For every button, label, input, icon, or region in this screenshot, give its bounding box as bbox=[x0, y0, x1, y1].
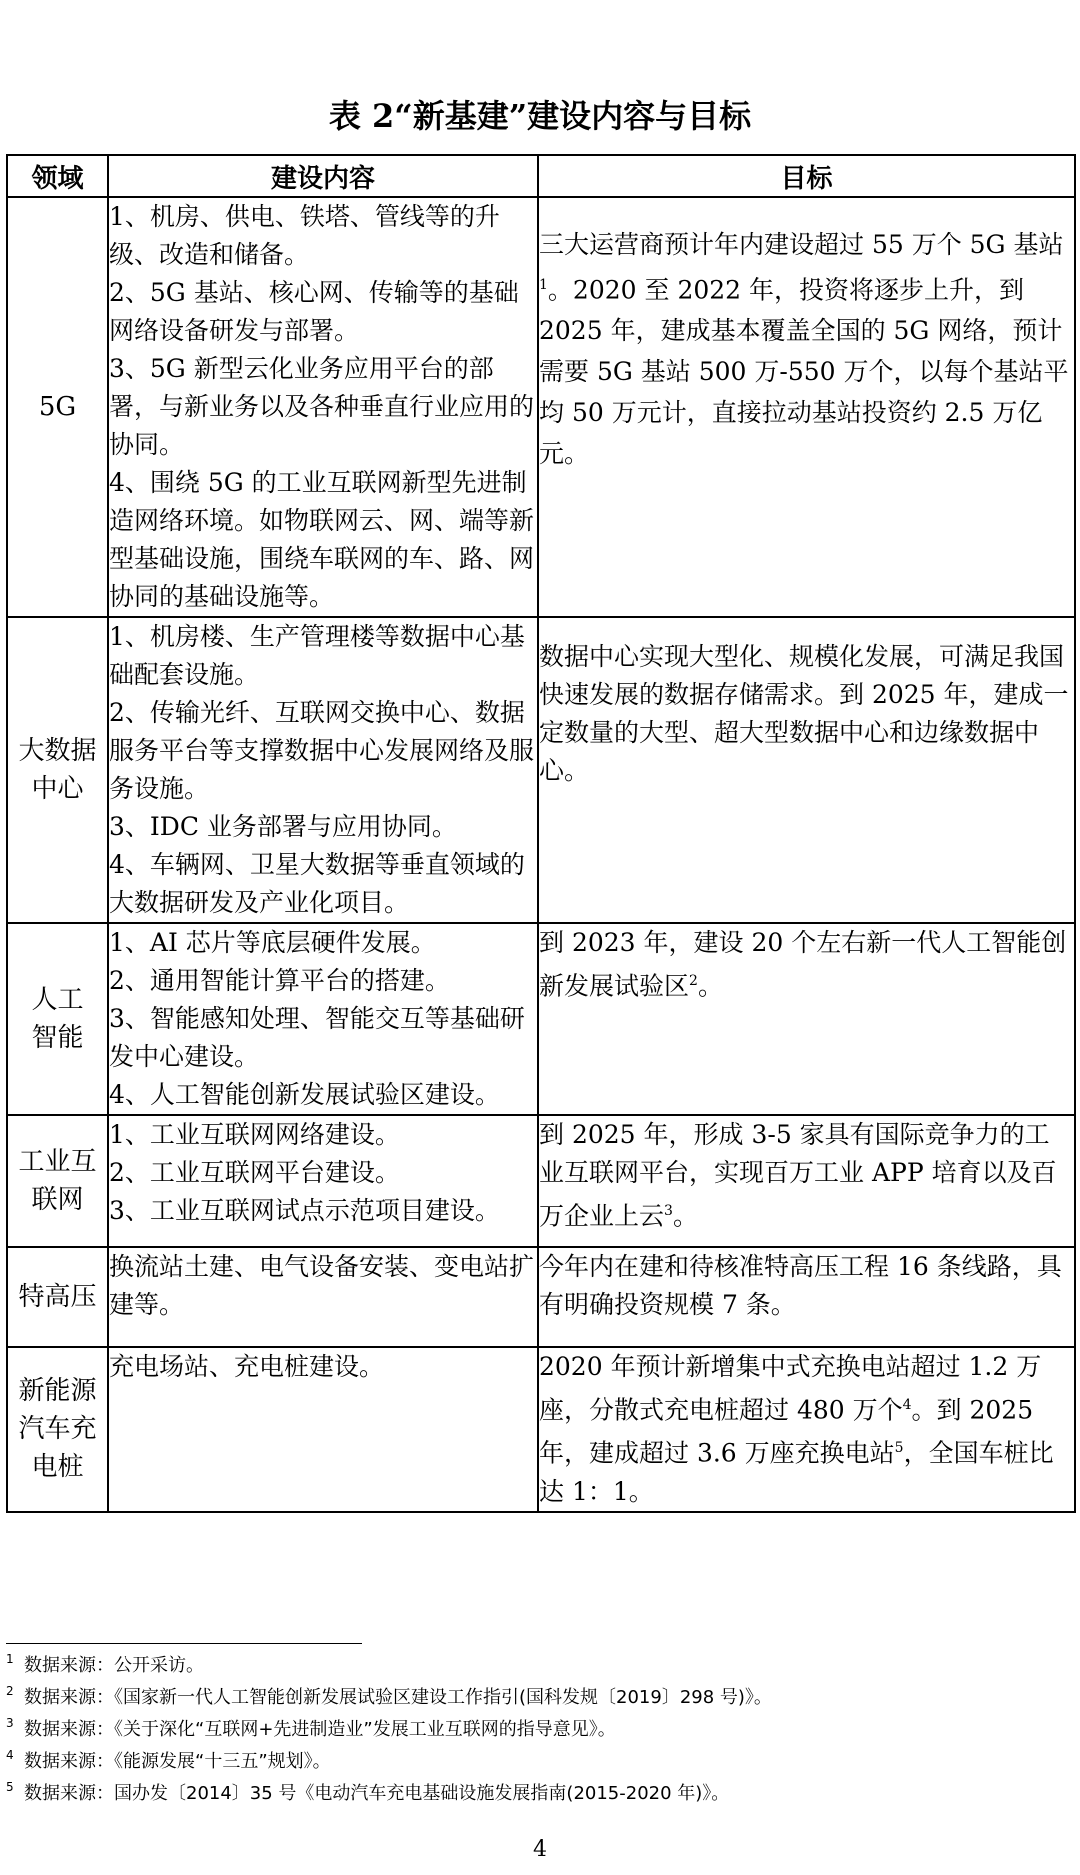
footnote-separator bbox=[6, 1643, 362, 1644]
footnote-number: 1 bbox=[6, 1652, 14, 1666]
target-text: 数据中心实现大型化、规模化发展，可满足我国快速发展的数据存储需求。到 2025 年，建成一定数量的大型、超大型数据中心和边缘数据中心。 bbox=[539, 642, 1069, 785]
target-text bbox=[539, 1116, 1074, 1235]
target-text-part: 。 bbox=[697, 971, 723, 1001]
footnote-text: 数据来源：国办发〔2014〕35 号《电动汽车充电基础设施发展指南(2015-2020 年)》。 bbox=[24, 1783, 730, 1804]
content-item: 换流站土建、电气设备安装、变电站扩建等。 bbox=[109, 1252, 535, 1319]
content-cell bbox=[108, 1247, 538, 1347]
content-item: 3、5G 新型云化业务应用平台的部署，与新业务以及各种垂直行业应用的协同。 bbox=[109, 354, 535, 459]
content-table bbox=[6, 154, 1076, 1513]
target-text-part: 。 bbox=[672, 1201, 698, 1231]
domain-cell bbox=[7, 617, 108, 923]
footnote-number: 3 bbox=[6, 1716, 14, 1730]
target-text-part: ，全国车桩比达 1：1。 bbox=[539, 1438, 1054, 1506]
footnote-ref[interactable]: 1 bbox=[539, 277, 548, 293]
footnote-text: 数据来源：《能源发展“十三五”规划》。 bbox=[24, 1751, 331, 1772]
header-domain: 领域 bbox=[7, 155, 108, 197]
content-item: 2、工业互联网平台建设。 bbox=[109, 1158, 400, 1187]
target-text-part: 三大运营商预计年内建设超过 55 万个 5G 基站 bbox=[539, 230, 1064, 259]
content-item: 4、人工智能创新发展试验区建设。 bbox=[109, 1080, 500, 1109]
footnotes bbox=[6, 1650, 1074, 1810]
domain-label: 工业互联网 bbox=[18, 1147, 97, 1215]
content-item: 充电场站、充电桩建设。 bbox=[109, 1352, 385, 1381]
target-cell bbox=[538, 1115, 1075, 1247]
domain-cell: 特高压 bbox=[7, 1247, 108, 1347]
content-item: 1、工业互联网网络建设。 bbox=[109, 1120, 400, 1149]
target-text-part: 。到 2025 年，建成超过 3.6 万座充换电站 bbox=[539, 1395, 1034, 1468]
footnote-text: 数据来源：《国家新一代人工智能创新发展试验区建设工作指引(国科发规〔2019〕298 号)》。 bbox=[24, 1687, 772, 1708]
target-text-part: 。2020 至 2022 年，投资将逐步上升，到 2025 年，建成基本覆盖全国的 5G 网络，预计需要 5G 基站 500 万-550 万个，以每个基站平均 50 万元计，直接拉动基站投资约 2.5 万亿元。 bbox=[539, 275, 1069, 469]
footnote bbox=[6, 1746, 1074, 1778]
content-cell bbox=[108, 923, 538, 1115]
table-row bbox=[7, 923, 1075, 1115]
content-cell bbox=[108, 197, 538, 617]
domain-cell bbox=[7, 1115, 108, 1247]
footnote bbox=[6, 1650, 1074, 1682]
content-cell bbox=[108, 617, 538, 923]
target-cell bbox=[538, 617, 1075, 923]
page-title: 表 2“新基建”建设内容与目标 bbox=[328, 97, 752, 135]
table-row bbox=[7, 617, 1075, 923]
header-content: 建设内容 bbox=[108, 155, 538, 197]
content-item: 2、传输光纤、互联网交换中心、数据服务平台等支撑数据中心发展网络及服务设施。 bbox=[109, 698, 535, 803]
table-header-row bbox=[7, 155, 1075, 197]
target-text bbox=[539, 924, 1074, 1005]
domain-label: 人工智能 bbox=[31, 985, 84, 1053]
target-text-part: 到 2023 年，建设 20 个左右新一代人工智能创新发展试验区 bbox=[539, 928, 1067, 1001]
content-item: 2、通用智能计算平台的搭建。 bbox=[109, 966, 450, 995]
target-text bbox=[539, 224, 1074, 474]
table-row bbox=[7, 197, 1075, 617]
content-item: 1、机房楼、生产管理楼等数据中心基础配套设施。 bbox=[109, 622, 525, 689]
footnote-number: 2 bbox=[6, 1684, 14, 1698]
footnote-number: 5 bbox=[6, 1780, 14, 1794]
content-cell bbox=[108, 1347, 538, 1512]
footnote-text: 数据来源：公开采访。 bbox=[24, 1655, 204, 1676]
target-cell bbox=[538, 923, 1075, 1115]
domain-label: 新能源汽车充电桩 bbox=[18, 1376, 97, 1483]
content-item: 1、机房、供电、铁塔、管线等的升级、改造和储备。 bbox=[109, 202, 500, 269]
content-item: 4、围绕 5G 的工业互联网新型先进制造网络环境。如物联网云、网、端等新型基础设施，围绕车联网的车、路、网协同的基础设施等。 bbox=[109, 468, 535, 611]
footnote-ref[interactable]: 4 bbox=[902, 1397, 912, 1413]
target-text: 今年内在建和待核准特高压工程 16 条线路，具有明确投资规模 7 条。 bbox=[539, 1252, 1062, 1319]
domain-cell bbox=[7, 923, 108, 1115]
target-text-part: 2020 年预计新增集中式充换电站超过 1.2 万座，分散式充电桩超过 480 万个 bbox=[539, 1352, 1042, 1425]
content-item: 1、AI 芯片等底层硬件发展。 bbox=[109, 928, 436, 957]
target-text-part: 到 2025 年，形成 3-5 家具有国际竞争力的工业互联网平台，实现百万工业 APP 培育以及百万企业上云 bbox=[539, 1120, 1057, 1231]
footnote bbox=[6, 1778, 1074, 1810]
table-row bbox=[7, 1347, 1075, 1512]
target-cell bbox=[538, 1247, 1075, 1347]
content-item: 2、5G 基站、核心网、传输等的基础网络设备研发与部署。 bbox=[109, 278, 519, 345]
domain-cell bbox=[7, 1347, 108, 1512]
content-item: 3、IDC 业务部署与应用协同。 bbox=[109, 812, 457, 841]
content-item: 4、车辆网、卫星大数据等垂直领域的大数据研发及产业化项目。 bbox=[109, 850, 525, 917]
table-row bbox=[7, 1115, 1075, 1247]
header-target: 目标 bbox=[538, 155, 1075, 197]
content-item: 3、智能感知处理、智能交互等基础研发中心建设。 bbox=[109, 1004, 525, 1071]
footnote-text: 数据来源：《关于深化“互联网+先进制造业”发展工业互联网的指导意见》。 bbox=[24, 1719, 616, 1740]
target-cell bbox=[538, 197, 1075, 617]
footnote-number: 4 bbox=[6, 1748, 14, 1762]
domain-cell: 5G bbox=[7, 197, 108, 617]
content-cell bbox=[108, 1115, 538, 1247]
table-row bbox=[7, 1247, 1075, 1347]
target-cell bbox=[538, 1347, 1075, 1512]
page-number: 4 bbox=[533, 1837, 547, 1862]
footnote bbox=[6, 1714, 1074, 1746]
footnote-ref[interactable]: 2 bbox=[689, 973, 698, 989]
footnote-ref[interactable]: 5 bbox=[894, 1440, 904, 1457]
domain-label: 大数据中心 bbox=[18, 736, 97, 804]
target-text bbox=[539, 1348, 1074, 1511]
footnote bbox=[6, 1682, 1074, 1714]
content-item: 3、工业互联网试点示范项目建设。 bbox=[109, 1196, 500, 1225]
footnote-ref[interactable]: 3 bbox=[664, 1203, 673, 1219]
